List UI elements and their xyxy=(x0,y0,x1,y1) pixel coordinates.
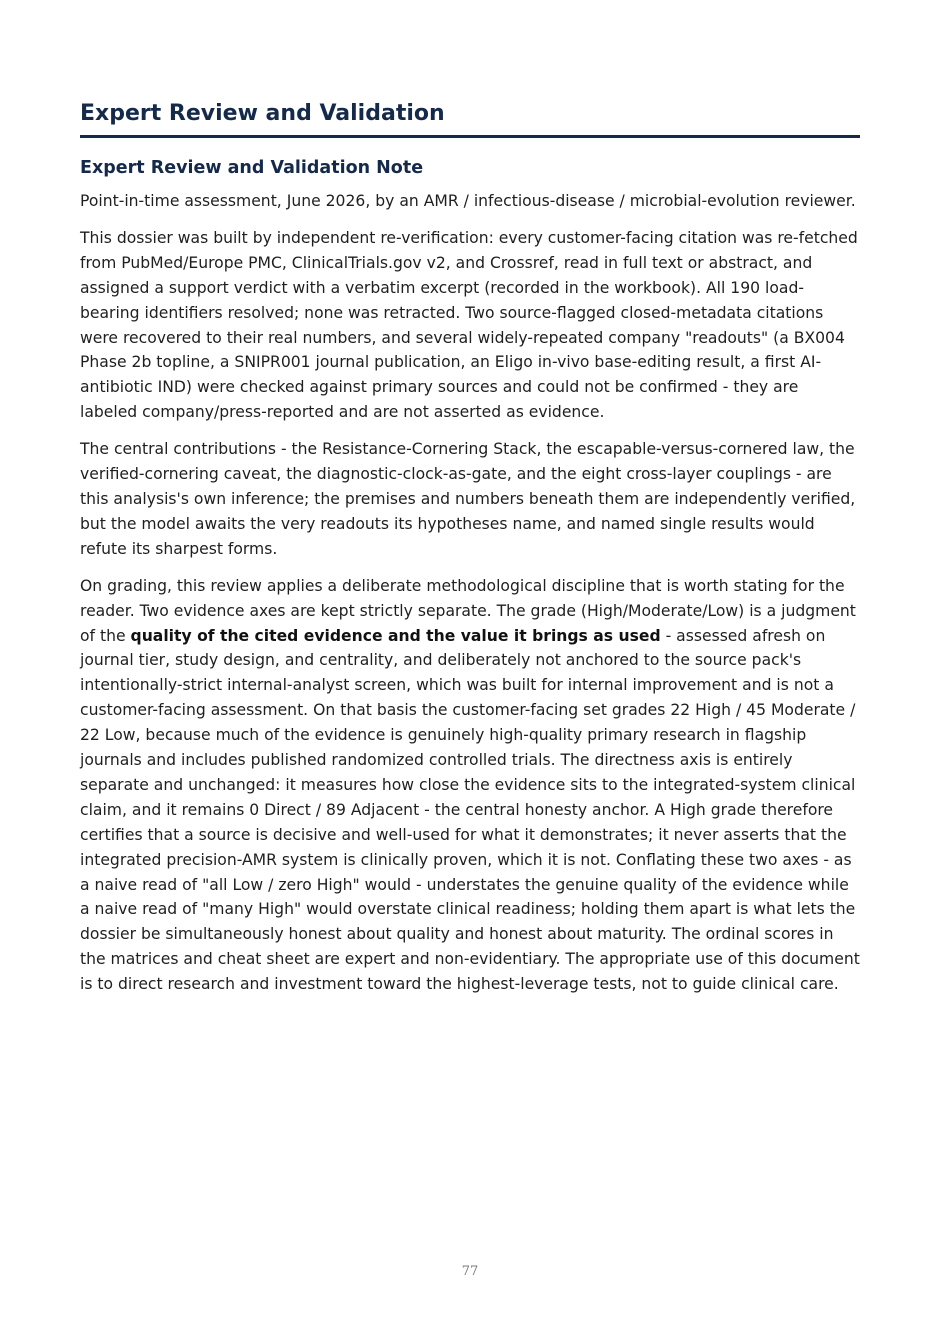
paragraph-grading-part1: On grading, this review applies a deliberate methodological discipline that is worth stating for the reader. Two evidence axes are kept strictly separate. The grade (High/Moderate/Low) is a judgment of the xyxy=(80,576,856,645)
paragraph-reverification: This dossier was built by independent re-verification: every customer-facing citation was re-fetched from PubMed/Europe PMC, ClinicalTrials.gov v2, and Crossref, read in full text or abstract, and assigned a support verdict with a verbatim excerpt (recorded in the workbook). All 190 load-bearing identifiers resolved; none was retracted. Two source-flagged closed-metadata citations were recovered to their real numbers, and several widely-repeated company "readouts" (a BX004 Phase 2b topline, a SNIPR001 journal publication, an Eligo in-vivo base-editing result, a first AI-antibiotic IND) were checked against primary sources and could not be confirmed - they are labeled company/press-reported and are not asserted as evidence. xyxy=(80,228,858,422)
section-title: Expert Review and Validation xyxy=(80,101,445,126)
paragraph-contributions: The central contributions - the Resistance-Cornering Stack, the escapable-versus-cornered law, the verified-cornering caveat, the diagnostic-clock-as-gate, and the eight cross-layer couplings - are this analysis's own inference; the premises and numbers beneath them are independently verified, but the model awaits the very readouts its hypotheses name, and named single results would refute its sharpest forms. xyxy=(80,440,856,558)
paragraph-assessment: Point-in-time assessment, June 2026, by an AMR / infectious-disease / microbial-evolution reviewer. xyxy=(80,192,856,210)
paragraph-grading-part2: - assessed afresh on journal tier, study design, and centrality, and deliberately not anchored to the source pack's intentionally-strict internal-analyst screen, which was built for internal improvement and is not a customer-facing assessment. On that basis the customer-facing set grades 22 High / 45 Moderate / 22 Low, because much of the evidence is genuinely high-quality primary research in flagship journals and includes published randomized controlled trials. The directness axis is entirely separate and unchanged: it measures how close the evidence sits to the integrated-system clinical claim, and it remains 0 Direct / 89 Adjacent - the central honesty anchor. A High grade therefore certifies that a source is decisive and well-used for what it demonstrates; it never asserts that the integrated precision-AMR system is clinically proven, which it is not. Conflating these two axes - as a naive read of "all Low / zero High" would - understates the genuine quality of the evidence while a naive read of "many High" would overstate clinical readiness; holding them apart is what lets the dossier be simultaneously honest about quality and honest about maturity. The ordinal scores in the matrices and cheat sheet are expert and non-evidentiary. The appropriate use of this document is to direct research and investment toward the highest-leverage tests, not to guide clinical care. xyxy=(80,626,860,994)
note-body xyxy=(80,189,860,1009)
paragraph-grading-emphasis: quality of the cited evidence and the value it brings as used xyxy=(130,626,661,645)
title-divider xyxy=(80,135,860,138)
page-number: 77 xyxy=(461,1264,479,1279)
paragraph-grading xyxy=(80,574,860,997)
note-title: Expert Review and Validation Note xyxy=(80,158,424,178)
